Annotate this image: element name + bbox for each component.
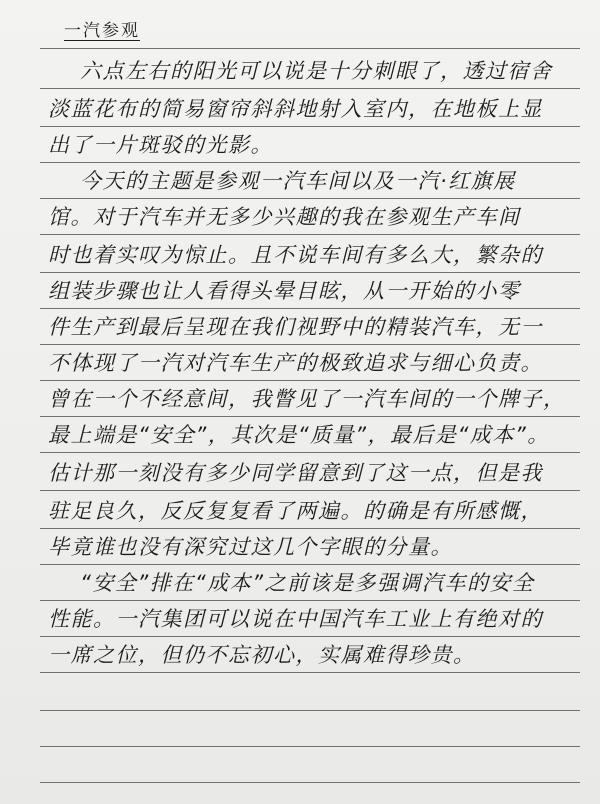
- ruled-line: [40, 452, 580, 453]
- text-line: “安全”排在“成本”之前该是多强调汽车的安全: [80, 571, 535, 595]
- text-line: 毕竟谁也没有深究过这几个字眼的分量。: [48, 535, 453, 559]
- text-line: 估计那一刻没有多少同学留意到了这一点，但是我: [48, 461, 543, 485]
- text-line: 馆。对于汽车并无多少兴趣的我在参观生产车间: [48, 205, 521, 229]
- ruled-line: [40, 162, 580, 163]
- text-line: 时也着实叹为惊止。且不说车间有多么大，繁杂的: [48, 243, 543, 267]
- ruled-line: [40, 380, 580, 381]
- ruled-line: [40, 672, 580, 673]
- ruled-line: [40, 564, 580, 565]
- ruled-line: [40, 782, 580, 783]
- text-line: 一席之位，但仍不忘初心，实属难得珍贵。: [48, 643, 476, 667]
- ruled-line: [40, 88, 580, 89]
- ruled-line: [40, 234, 580, 235]
- ruled-line: [40, 528, 580, 529]
- text-line: 曾在一个不经意间，我瞥见了一汽车间的一个牌子，: [48, 387, 566, 411]
- text-line: 驻足良久，反反复复看了两遍。的确是有所感慨，: [48, 499, 543, 523]
- ruled-line: [40, 198, 580, 199]
- essay-title: 一汽参观: [64, 21, 140, 41]
- text-line: 今天的主题是参观一汽车间以及一汽·红旗展: [80, 169, 516, 193]
- text-line: 性能。一汽集团可以说在中国汽车工业上有绝对的: [48, 607, 543, 631]
- text-line: 组装步骤也让人看得头晕目眩，从一开始的小零: [48, 279, 521, 303]
- ruled-line: [40, 490, 580, 491]
- ruled-line: [40, 126, 580, 127]
- text-line: 淡蓝花布的简易窗帘斜斜地射入室内，在地板上显: [48, 97, 543, 121]
- ruled-line: [40, 416, 580, 417]
- ruled-line: [40, 48, 580, 49]
- text-line: 六点左右的阳光可以说是十分刺眼了，透过宿舍: [80, 59, 553, 83]
- ruled-line: [40, 344, 580, 345]
- text-line: 最上端是“安全”，其次是“质量”，最后是“成本”。: [48, 423, 550, 447]
- ruled-line: [40, 636, 580, 637]
- ruled-line: [40, 746, 580, 747]
- text-line: 不体现了一汽对汽车生产的极致追求与细心负责。: [48, 351, 543, 375]
- ruled-line: [40, 308, 580, 309]
- ruled-line: [40, 600, 580, 601]
- text-line: 件生产到最后呈现在我们视野中的精装汽车，无一: [48, 315, 543, 339]
- ruled-line: [40, 710, 580, 711]
- text-line: 出了一片斑驳的光影。: [48, 133, 273, 157]
- ruled-line: [40, 272, 580, 273]
